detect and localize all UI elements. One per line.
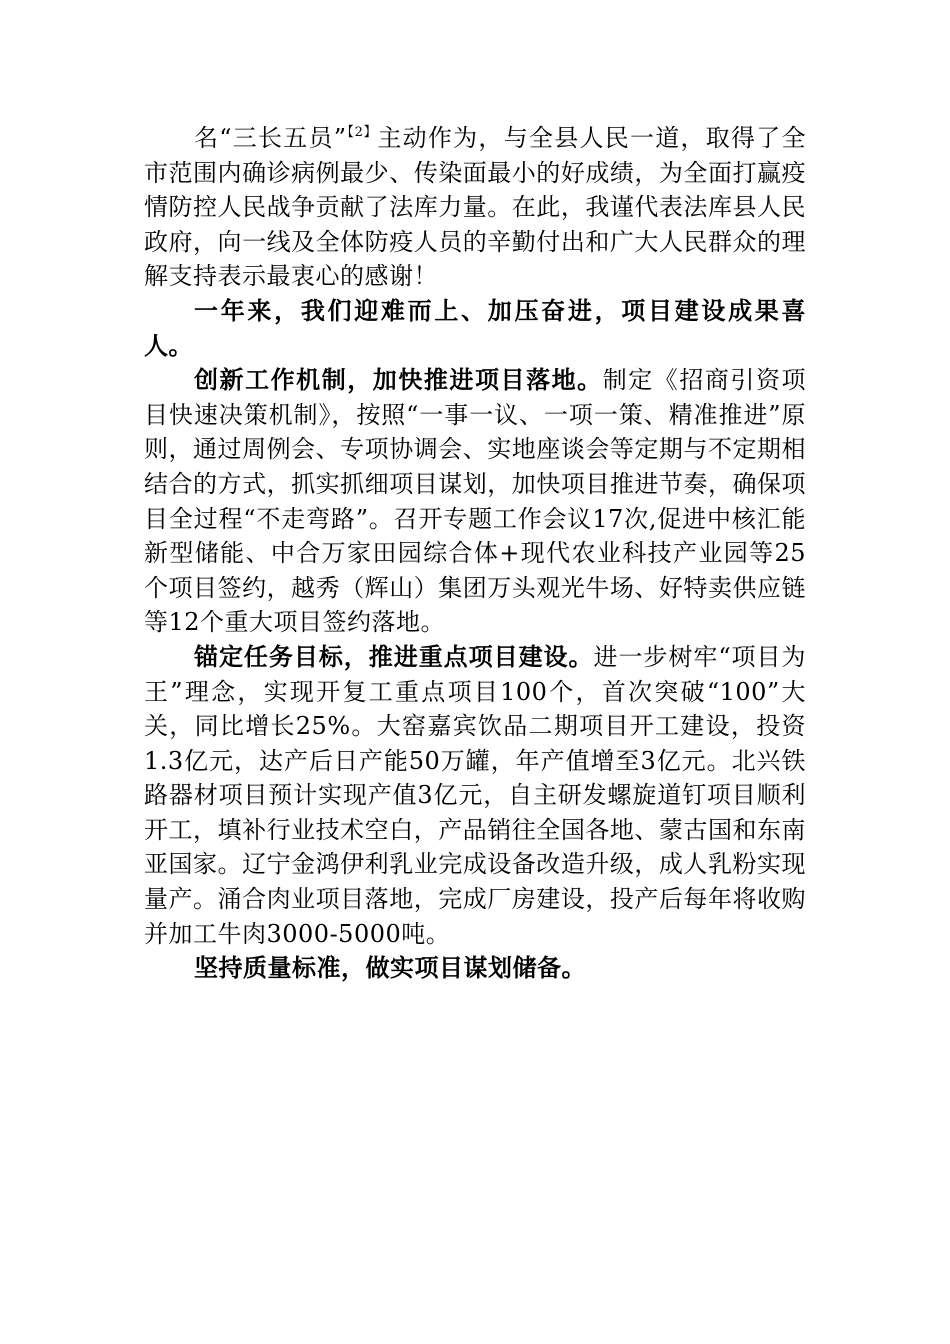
- section-heading-project-results: 一年来，我们迎难而上、加压奋进，项目建设成果喜人。: [144, 295, 806, 360]
- paragraph-epidemic-thanks: [144, 116, 806, 294]
- paragraph-epidemic-thanks-rest: 主动作为，与全县人民一道，取得了全市范围内确诊病例最少、传染面最小的好成绩，为全面打赢疫情防控人民战争贡献了法库力量。在此，我谨代表法库县人民政府，向一线及全体防疫人员的辛勤付出和广大人民群众的理解支持表示最衷心的感谢！: [144, 124, 807, 291]
- paragraph-key-projects-lead: 锚定任务目标，推进重点项目建设。: [194, 641, 594, 671]
- paragraph-key-projects: [144, 640, 806, 951]
- paragraph-epidemic-thanks-start: 名“三长五员”: [194, 124, 347, 152]
- section-heading-quality-standards: 坚持质量标准，做实项目谋划储备。: [194, 953, 586, 983]
- paragraph-work-mechanism-body: 制定《招商引资项目快速决策机制》，按照“一事一议、一项一策、精准推进”原则，通过周例会、专项协调会、实地座谈会等定期与不定期相结合的方式，抓实抓细项目谋划，加快项目推进节奏，确保项目全过程“不走弯路”。召开专题工作会议17次,促进中核汇能新型储能、中合万家田园综合体+现代农业科技产业园等25个项目签约，越秀（辉山）集团万头观光牛场、好特卖供应链等12个重大项目签约落地。: [144, 366, 807, 637]
- paragraph-key-projects-body: 进一步树牢“项目为王”理念，实现开复工重点项目100个，首次突破“100”大关，同比增长25%。大窑嘉宾饮品二期项目开工建设，投资1.3亿元，达产后日产能50万罐，年产值增至3亿元。北兴铁路器材项目预计实现产值3亿元，自主研发螺旋道钉项目顺利开工，填补行业技术空白，产品销往全国各地、蒙古国和东南亚国家。辽宁金鸿伊利乳业完成设备改造升级，成人乳粉实现量产。涌合肉业项目落地，完成厂房建设，投产后每年将收购并加工牛肉3000-5000吨。: [144, 642, 806, 948]
- paragraph-work-mechanism: [144, 363, 806, 640]
- reference-mark: 【2】: [346, 125, 378, 140]
- document-body: [144, 116, 806, 986]
- paragraph-work-mechanism-lead: 创新工作机制，加快推进项目落地。: [194, 365, 603, 395]
